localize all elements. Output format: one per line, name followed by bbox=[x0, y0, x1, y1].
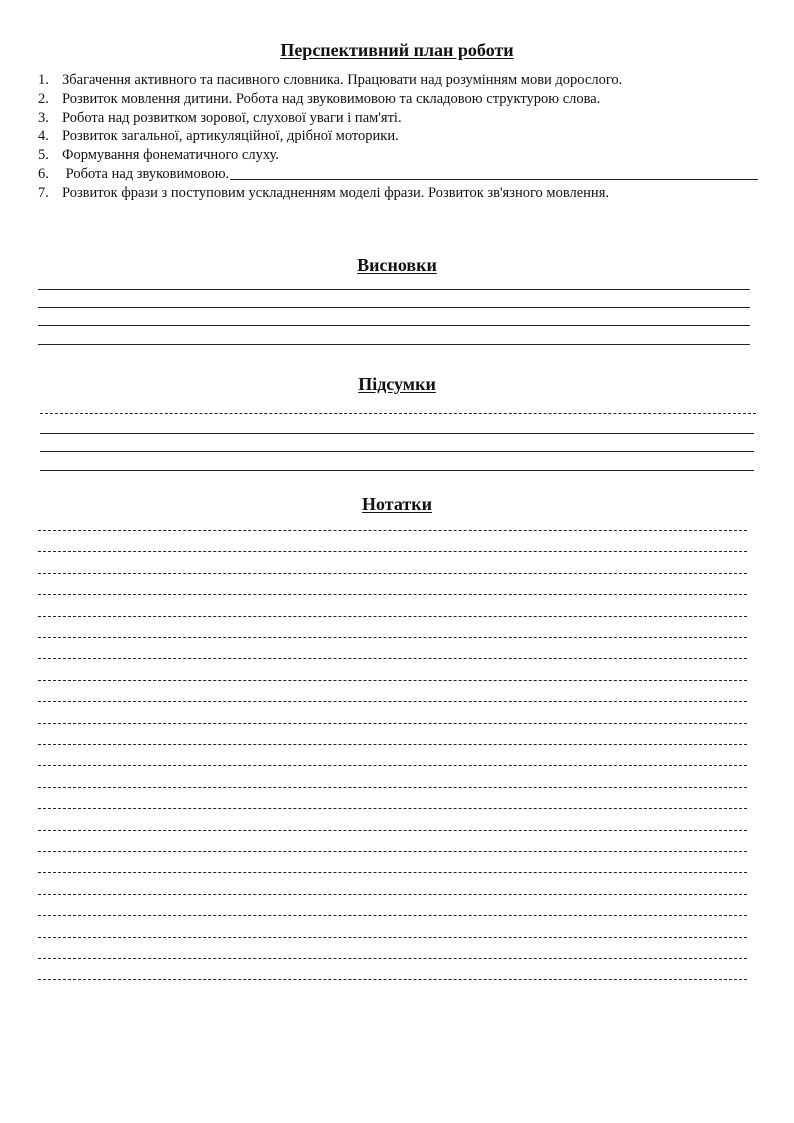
plan-item-text: Робота над розвитком зорової, слухової уваги і пам'яті. bbox=[62, 109, 402, 126]
plan-item-text: Розвиток мовлення дитини. Робота над звуковимовою та складовою структурою слова. bbox=[62, 90, 601, 107]
writing-line bbox=[38, 658, 747, 659]
plan-item bbox=[38, 109, 758, 128]
writing-line bbox=[38, 594, 747, 595]
plan-item bbox=[38, 146, 758, 165]
writing-line bbox=[38, 894, 747, 895]
writing-line bbox=[38, 872, 747, 873]
plan-item-number: 5. bbox=[38, 147, 49, 164]
plan-item-number: 7. bbox=[38, 184, 49, 201]
writing-line bbox=[38, 573, 747, 574]
writing-line bbox=[38, 915, 747, 916]
writing-line bbox=[38, 637, 747, 638]
writing-line bbox=[38, 851, 747, 852]
writing-line bbox=[38, 744, 747, 745]
plan-item-number: 3. bbox=[38, 109, 49, 126]
writing-line bbox=[38, 616, 747, 617]
writing-line bbox=[38, 958, 747, 959]
writing-line bbox=[38, 765, 747, 766]
plan-item-text: Розвиток загальної, артикуляційної, дрібної моторики. bbox=[62, 128, 399, 145]
writing-line bbox=[40, 433, 754, 434]
plan-item-number: 6. bbox=[38, 165, 49, 182]
writing-line bbox=[38, 325, 750, 326]
plan-item bbox=[38, 90, 758, 109]
writing-line bbox=[40, 451, 754, 452]
writing-line bbox=[38, 979, 747, 980]
plan-item-number: 4. bbox=[38, 128, 49, 145]
plan-item-number: 1. bbox=[38, 72, 49, 88]
notes-title: Нотатки bbox=[362, 494, 432, 514]
plan-item-number: 2. bbox=[38, 90, 49, 107]
plan-item-text: Розвиток фрази з поступовим ускладненням моделі фрази. Розвиток зв'язного мовлення. bbox=[62, 184, 609, 201]
plan-item-text: Збагачення активного та пасивного словника. Працювати над розумінням мови дорослого. bbox=[62, 72, 623, 88]
writing-line bbox=[38, 551, 747, 552]
writing-line bbox=[40, 470, 754, 471]
plan-item bbox=[38, 165, 758, 184]
writing-line bbox=[38, 289, 750, 290]
writing-line bbox=[38, 830, 747, 831]
plan-item bbox=[38, 71, 758, 90]
writing-line bbox=[38, 307, 750, 308]
plan-item bbox=[38, 127, 758, 146]
writing-line bbox=[38, 530, 747, 531]
writing-line bbox=[40, 413, 756, 414]
plan-item-text: Робота над звуковимовою. bbox=[62, 165, 230, 182]
summary-title: Підсумки bbox=[358, 374, 436, 394]
writing-line bbox=[38, 680, 747, 681]
plan-title: Перспективний план роботи bbox=[280, 40, 514, 60]
plan-list bbox=[38, 71, 758, 203]
writing-line bbox=[38, 808, 747, 809]
conclusions-title: Висновки bbox=[357, 255, 437, 275]
plan-item bbox=[38, 184, 758, 203]
writing-line bbox=[38, 701, 747, 702]
writing-line bbox=[38, 344, 750, 345]
writing-line bbox=[38, 937, 747, 938]
plan-item-text: Формування фонематичного слуху. bbox=[62, 147, 279, 164]
writing-line bbox=[38, 723, 747, 724]
writing-line bbox=[38, 787, 747, 788]
plan-item-fill-line bbox=[230, 165, 758, 180]
